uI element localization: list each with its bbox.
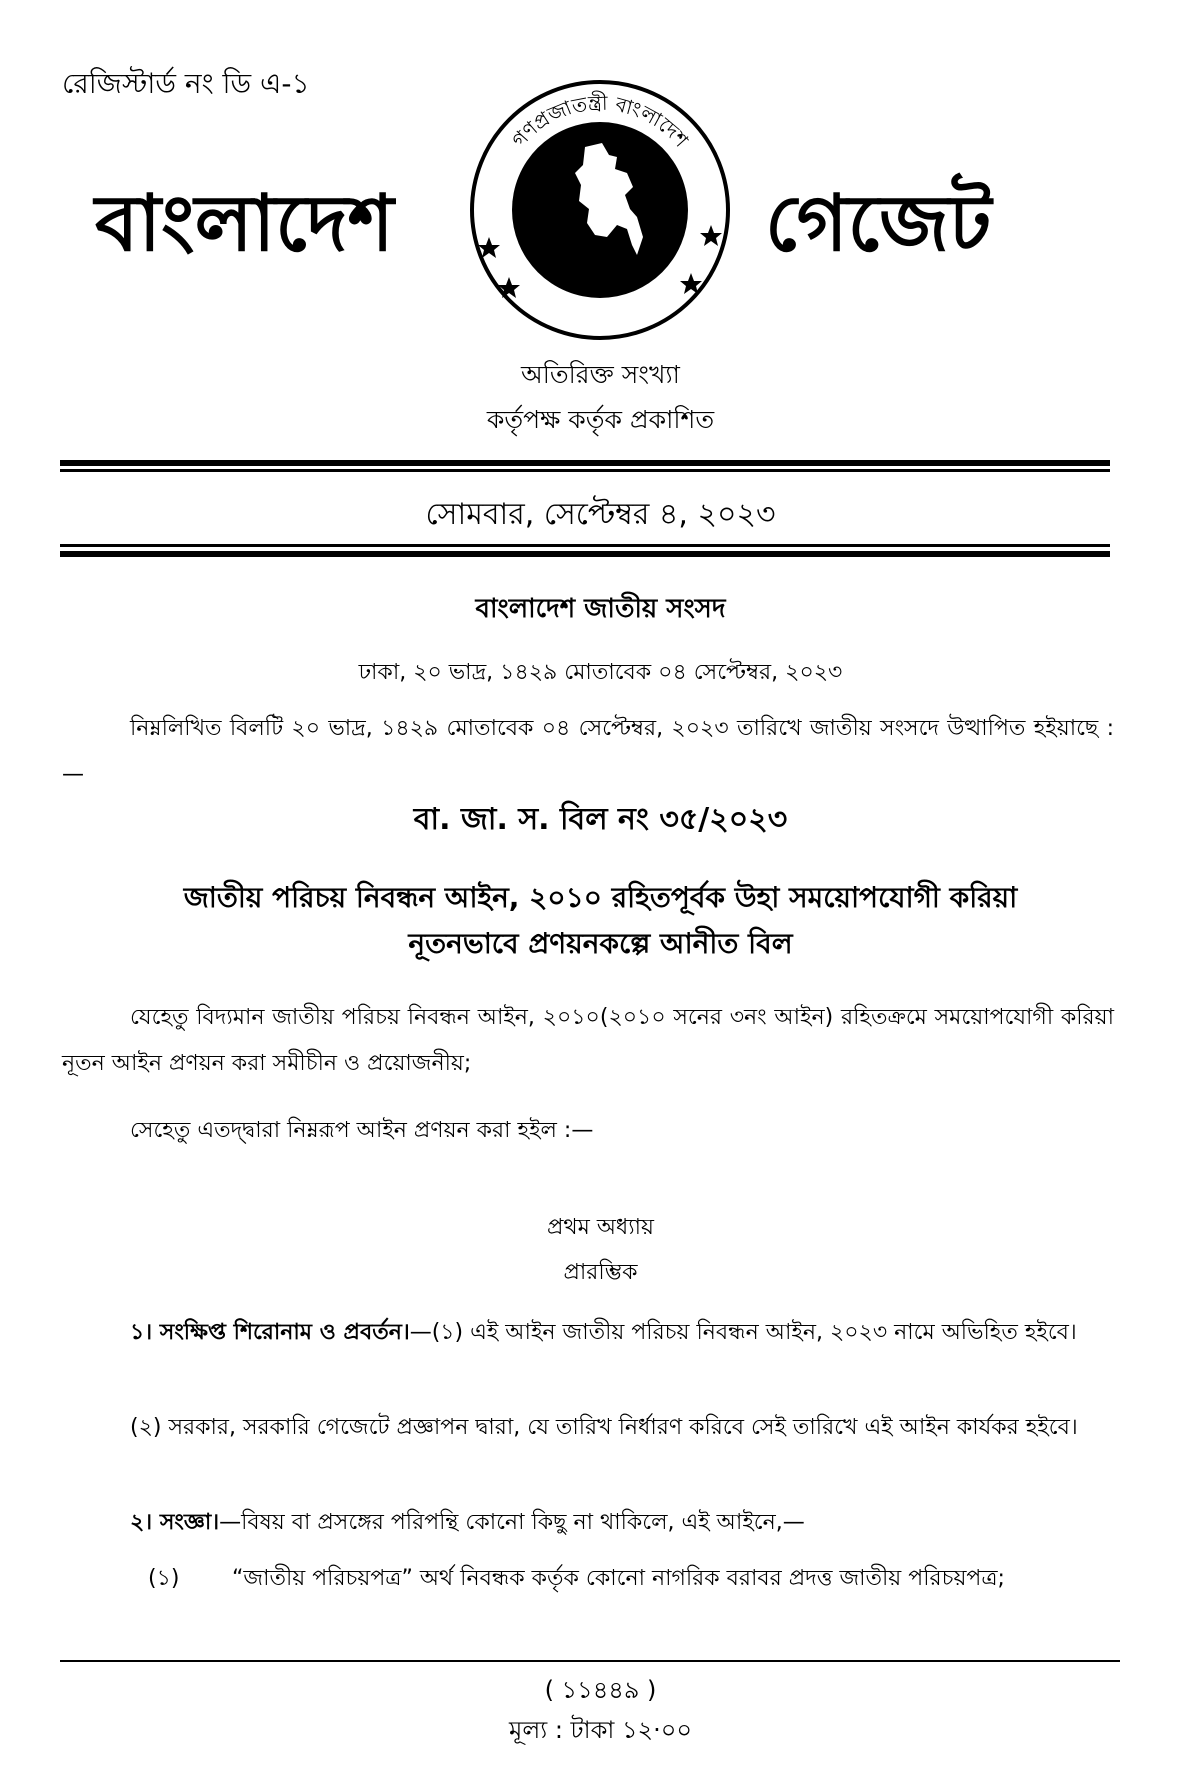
bill-title xyxy=(0,875,1201,967)
definition-1-text: “জাতীয় পরিচয়পত্র” অর্থ নিবন্ধক কর্তৃক কোনো নাগরিক বরাবর প্রদত্ত জাতীয় পরিচয়পত্র; xyxy=(232,1566,1005,1591)
section-2-paragraph xyxy=(62,1500,1114,1546)
seal-bottom-text: সরকার xyxy=(568,269,632,300)
section-1-heading: ১। সংক্ষিপ্ত শিরোনাম ও প্রবর্তন। xyxy=(130,1320,410,1345)
section-1-sub-1: —(১) এই আইন জাতীয় পরিচয় নিবন্ধন আইন, ২০২৩ নামে অভিহিত হইবে। xyxy=(409,1320,1077,1345)
dateline: ঢাকা, ২০ ভাদ্র, ১৪২৯ মোতাবেক ০৪ সেপ্টেম্বর, ২০২৩ xyxy=(358,660,843,685)
footer-rule xyxy=(60,1660,1120,1662)
preamble-therefore: সেহেতু এতদ্দ্বারা নিম্নরূপ আইন প্রণয়ন করা হইল :— xyxy=(130,1118,594,1143)
page-number: ( ১১৪৪৯ ) xyxy=(544,1676,657,1704)
section-1-sub-2: (২) সরকার, সরকারি গেজেটে প্রজ্ঞাপন দ্বারা, যে তারিখ নির্ধারণ করিবে সেই তারিখে এই আইন কার্যকর হইবে। xyxy=(130,1415,1078,1440)
header-rule-thick xyxy=(60,460,1110,466)
issue-date: সোমবার, সেপ্টেম্বর ৪, ২০২৩ xyxy=(425,497,776,532)
bill-number: বা. জা. স. বিল নং ৩৫/২০২৩ xyxy=(413,802,788,837)
bill-title-line-1: জাতীয় পরিচয় নিবন্ধন আইন, ২০১০ রহিতপূর্বক উহা সময়োপযোগী করিয়া xyxy=(183,881,1018,914)
seal-top-text: গণপ্রজাতন্ত্রী বাংলাদেশ xyxy=(506,90,694,152)
masthead-gazette: গেজেট xyxy=(765,179,992,269)
parliament-heading: বাংলাদেশ জাতীয় সংসদ xyxy=(475,594,726,624)
registration-number: রেজিস্টার্ড নং ডি এ-১ xyxy=(62,67,310,100)
section-1-paragraph xyxy=(62,1310,1114,1356)
issue-type: অতিরিক্ত সংখ্যা xyxy=(521,360,680,389)
chapter-title: প্রারম্ভিক xyxy=(563,1260,638,1285)
chapter-heading: প্রথম অধ্যায় xyxy=(547,1215,654,1240)
intro-paragraph: নিম্নলিখিত বিলটি ২০ ভাদ্র, ১৪২৯ মোতাবেক ০৪ সেপ্টেম্বর, ২০২৩ তারিখে জাতীয় সংসদে উত্থাপিত হইয়াছে :— xyxy=(62,716,1114,787)
price: মূল্য : টাকা ১২·০০ xyxy=(509,1716,692,1744)
bill-title-line-2: নূতনভাবে প্রণয়নকল্পে আনীত বিল xyxy=(408,927,793,960)
definition-1-number: (১) xyxy=(148,1566,180,1591)
date-rule-thick xyxy=(60,551,1110,557)
masthead-bangladesh: বাংলাদেশ xyxy=(95,179,394,269)
section-2-text: —বিষয় বা প্রসঙ্গের পরিপন্থি কোনো কিছু না থাকিলে, এই আইনে,— xyxy=(219,1510,805,1535)
date-rule-thin xyxy=(60,544,1110,547)
header-rule-thin xyxy=(60,469,1110,472)
government-seal-icon xyxy=(467,77,733,343)
section-2-heading: ২। সংজ্ঞা। xyxy=(130,1510,220,1535)
publisher: কর্তৃপক্ষ কর্তৃক প্রকাশিত xyxy=(486,405,715,434)
preamble-whereas: যেহেতু বিদ্যমান জাতীয় পরিচয় নিবন্ধন আইন, ২০১০(২০১০ সনের ৩নং আইন) রহিতক্রমে সময়োপযোগী করিয়া নূতন আইন প্রণয়ন করা সমীচীন ও প্রয়োজনীয়; xyxy=(62,1005,1114,1076)
